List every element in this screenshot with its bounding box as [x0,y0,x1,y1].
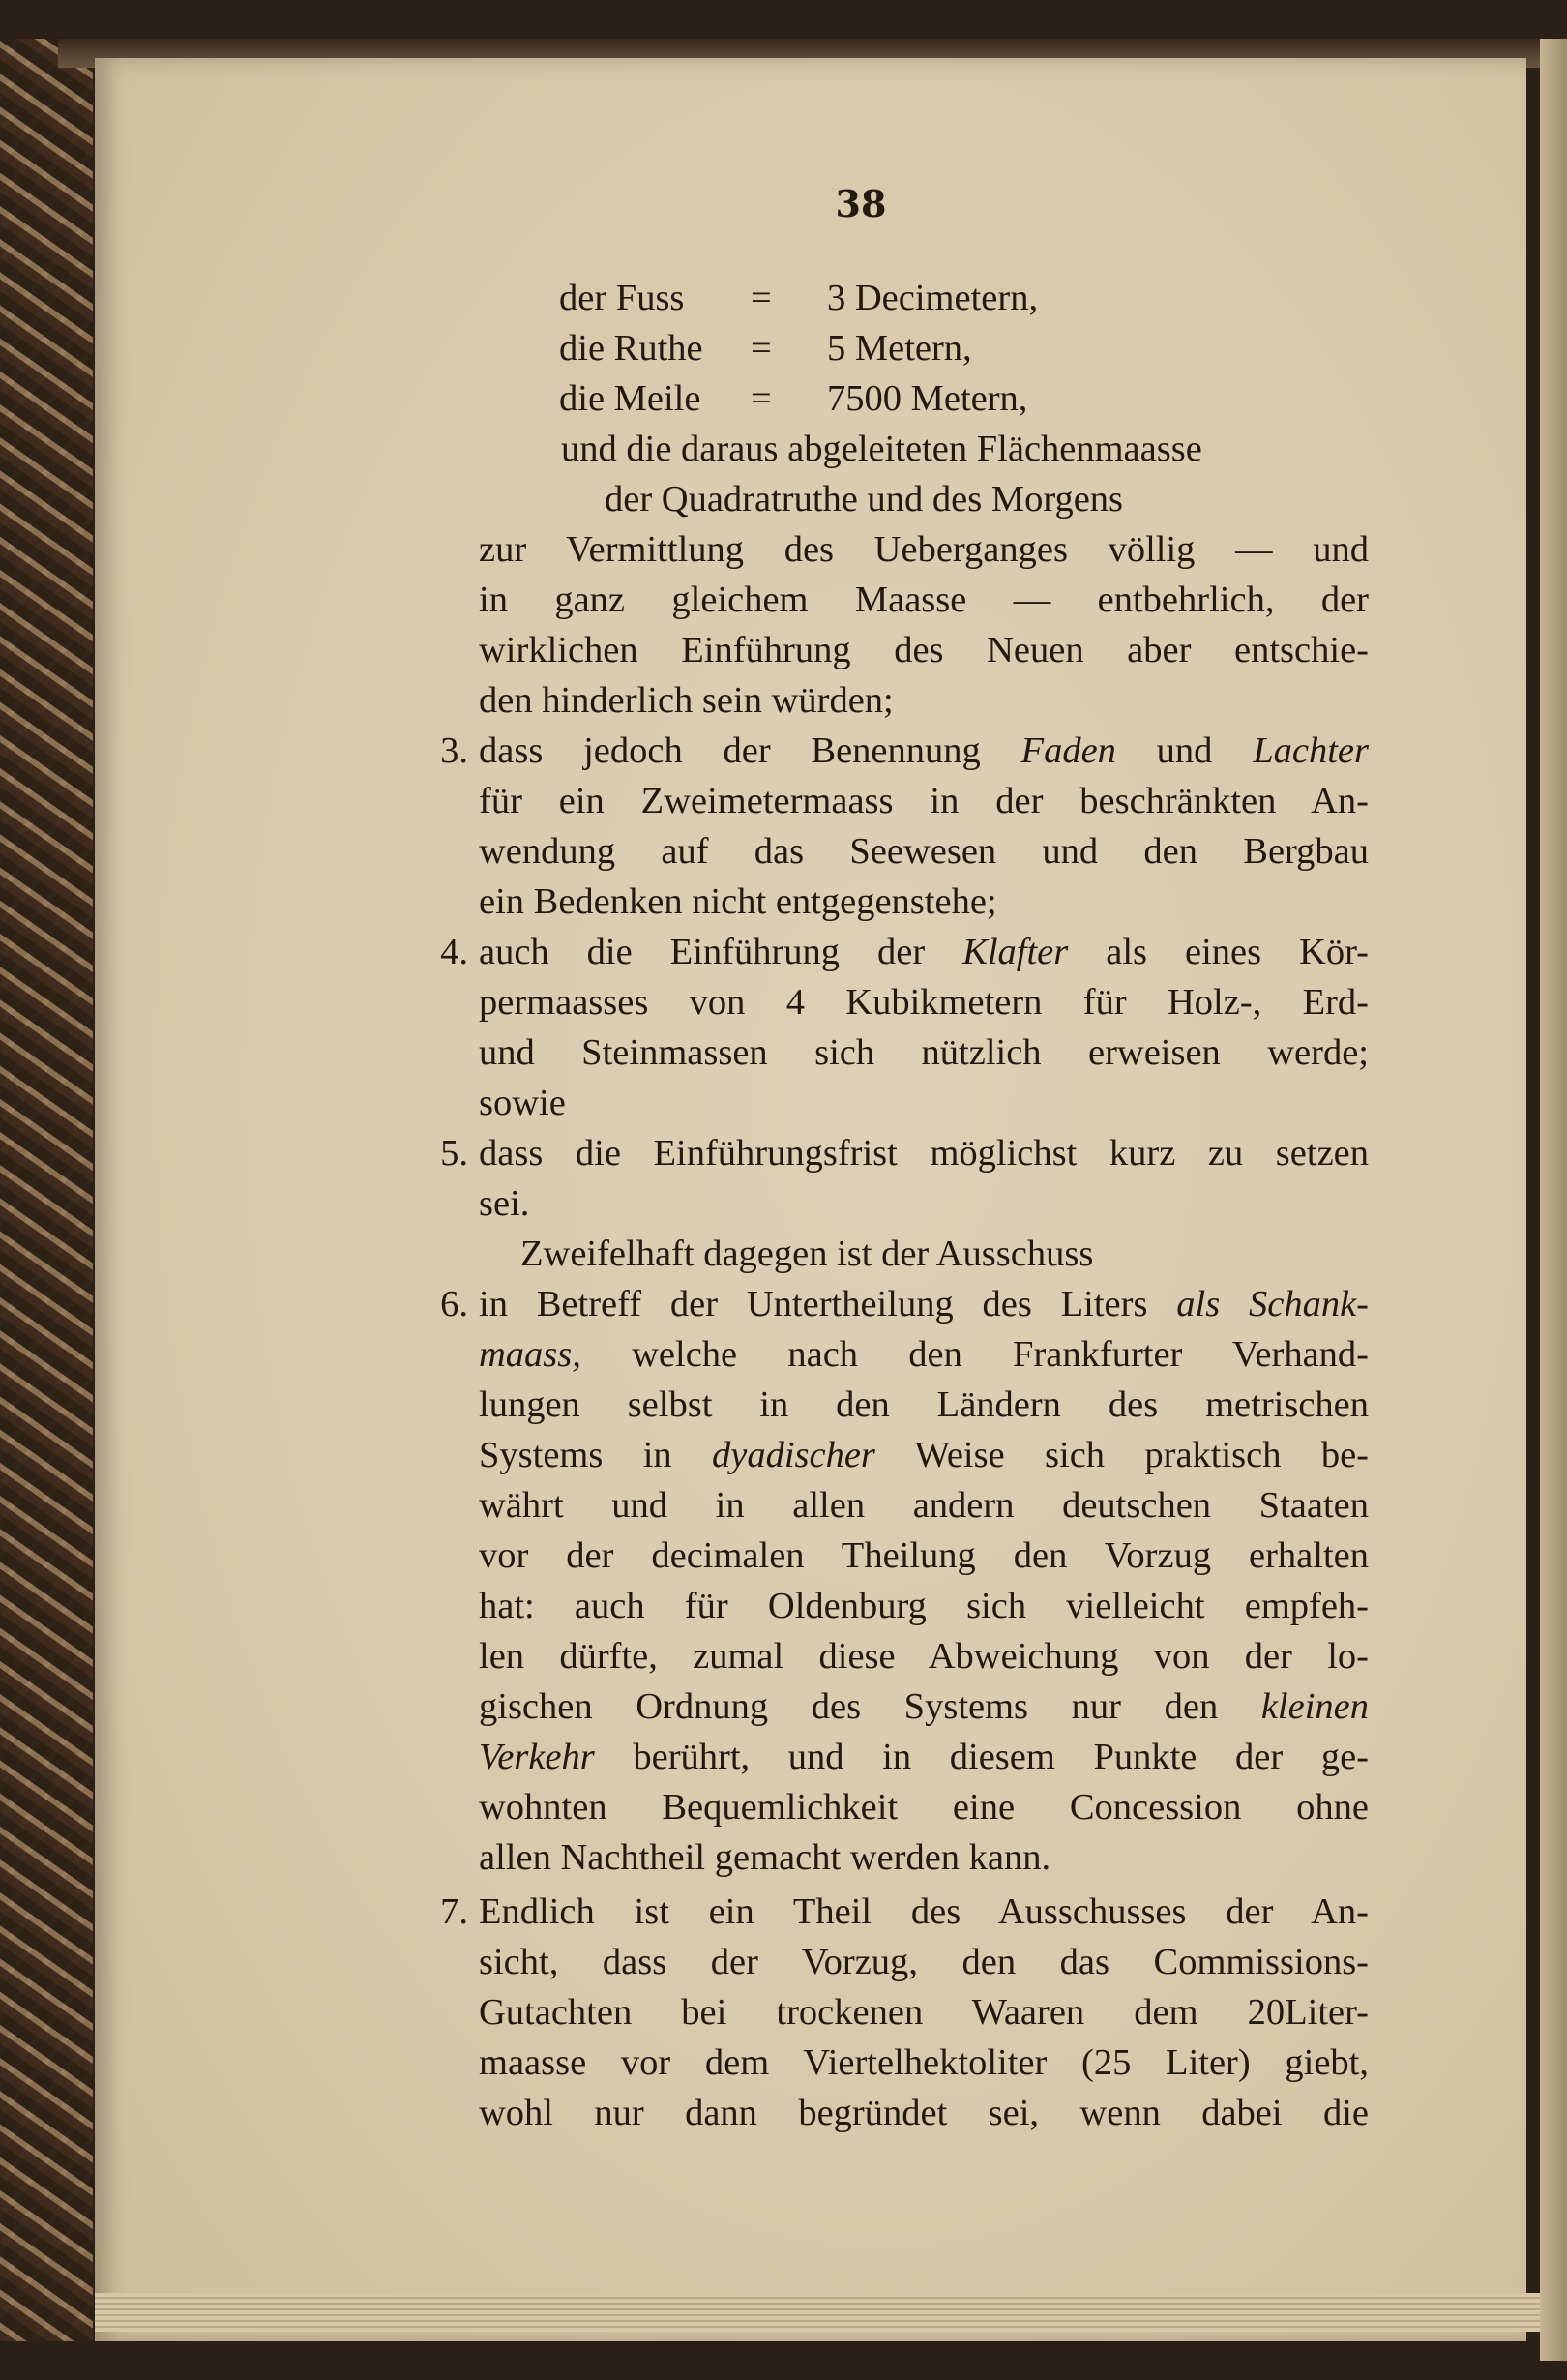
italic-term: Lachter [1253,730,1369,771]
item-number: 7. [440,1891,468,1932]
text-line: dass die Einführungsfrist möglichst kurz zu setzen [479,1133,1369,1174]
text-line [479,1430,1369,1480]
text-line: währt und in allen andern deutschen Staaten [479,1485,1369,1526]
text-line [479,927,1369,977]
equation-value: 5 Metern, [827,328,972,369]
text-span: welche nach den Frankfurter Verhand- [580,1334,1369,1375]
text-line: und die daraus abgeleiteten Flächenmaasse [561,429,1202,469]
text-span: in Betreff der Untertheilung des Liters [479,1284,1177,1324]
equation-sign: = [751,378,772,419]
equation-value: 7500 Metern, [827,378,1028,419]
italic-term: Klafter [962,932,1069,972]
text-line: wohl nur dann begründet sei, wenn dabei die [479,2093,1369,2133]
equation-term: die Meile [559,378,701,419]
text-line [479,1279,1369,1329]
text-line: zur Vermittlung des Ueberganges völlig — und [479,529,1369,570]
text-line: hat: auch für Oldenburg sich vielleicht empfeh- [479,1586,1369,1626]
equation-sign: = [751,278,772,318]
equation-sign: = [751,328,772,369]
text-line [479,1329,1369,1380]
item-number: 4. [440,932,468,972]
text-line: sicht, dass der Vorzug, den das Commissions- [479,1942,1369,1982]
equation-term: der Fuss [559,278,685,318]
page-leaves-edge [95,2293,1540,2332]
equation-value: 3 Decimetern, [827,278,1039,318]
page-number: 38 [835,182,887,225]
text-line: permaasses von 4 Kubikmetern für Holz-, Erd- [479,982,1369,1023]
item-number: 3. [440,730,468,771]
text-line: sowie [479,1083,566,1123]
text-line: lungen selbst in den Ländern des metrischen [479,1384,1369,1425]
italic-term: kleinen [1260,1686,1369,1727]
italic-term: als Schank- [1176,1284,1369,1324]
text-line: allen Nachtheil gemacht werden kann. [479,1837,1051,1878]
italic-term: Faden [1020,730,1116,771]
item-number: 6. [440,1284,468,1324]
text-line: ein Bedenken nicht entgegenstehe; [479,881,997,922]
text-line: vor der decimalen Theilung den Vorzug erhalten [479,1535,1369,1576]
text-line: len dürfte, zumal diese Abweichung von der lo- [479,1636,1369,1677]
text-span: dass jedoch der Benennung [479,730,1021,771]
text-line: den hinderlich sein würden; [479,680,894,721]
text-span: auch die Einführung der [479,932,963,972]
text-line: Gutachten bei trockenen Waaren dem 20Liter- [479,1992,1369,2033]
text-line [479,1681,1369,1732]
text-line: Zweifelhaft dagegen ist der Ausschuss [520,1234,1094,1274]
text-span: gischen Ordnung des Systems nur den [479,1686,1261,1727]
text-span: als eines Kör- [1068,932,1369,972]
facing-page-edge [1540,39,1567,2361]
marbled-cover-edge [0,39,93,2341]
italic-term: maass, [479,1334,581,1375]
text-line: wirklichen Einführung des Neuen aber entschie- [479,630,1369,670]
text-line: Endlich ist ein Theil des Ausschusses der An- [479,1891,1369,1932]
text-span: Weise sich praktisch be- [874,1435,1369,1475]
equation-term: die Ruthe [559,328,703,369]
text-line: maasse vor dem Viertelhektoliter (25 Liter) giebt, [479,2042,1369,2083]
text-line: und Steinmassen sich nützlich erweisen werde; [479,1032,1369,1073]
text-line [479,1732,1369,1782]
text-span: und [1115,730,1254,771]
text-line: wendung auf das Seewesen und den Bergbau [479,831,1369,872]
text-line: in ganz gleichem Maasse — entbehrlich, der [479,580,1369,620]
italic-term: Verkehr [479,1737,595,1777]
text-line: für ein Zweimetermaass in der beschränkten An- [479,781,1369,821]
text-line: der Quadratruthe und des Morgens [605,479,1124,520]
text-span: berührt, und in diesem Punkte der ge- [594,1737,1369,1777]
text-line: wohnten Bequemlichkeit eine Concession ohne [479,1787,1369,1828]
text-line: sei. [479,1183,530,1224]
italic-term: dyadischer [711,1435,875,1475]
text-span: Systems in [479,1435,712,1475]
text-line [479,726,1369,776]
item-number: 5. [440,1133,468,1174]
